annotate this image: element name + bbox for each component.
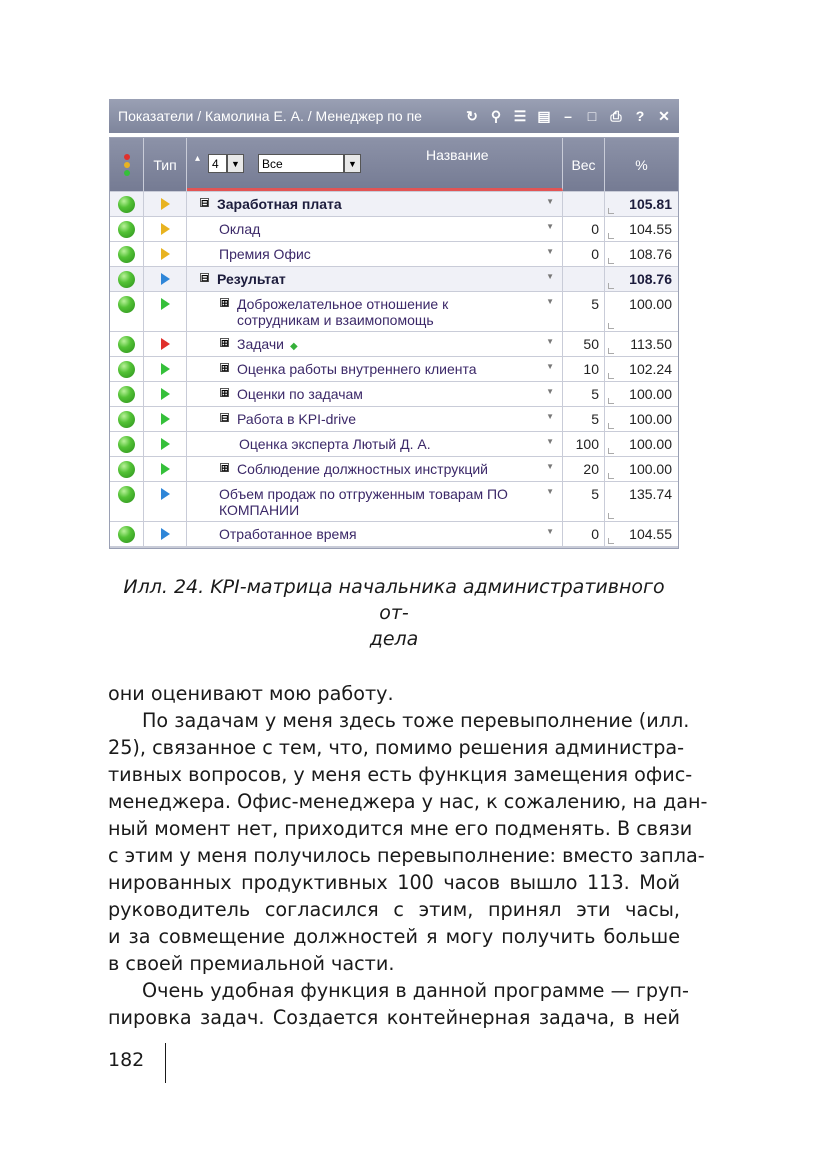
name-cell[interactable] — [187, 217, 563, 242]
status-cell — [110, 292, 144, 332]
type-marker-green-icon — [161, 388, 170, 400]
row-name-text: Оценки по задачам — [237, 386, 363, 402]
status-cell — [110, 432, 144, 457]
table-row[interactable] — [110, 432, 678, 457]
kpi-matrix-window — [109, 99, 679, 549]
paragraph-line: в своей премиальной части. — [108, 952, 395, 975]
close-icon[interactable]: ✕ — [658, 107, 670, 124]
status-cell — [110, 382, 144, 407]
row-name — [219, 246, 534, 262]
minimize-icon[interactable]: – — [564, 108, 572, 124]
type-marker-blue-icon — [161, 488, 170, 500]
row-name — [237, 296, 534, 328]
type-cell — [144, 457, 187, 482]
name-header-label: Название — [426, 147, 489, 163]
name-cell[interactable] — [187, 482, 563, 522]
type-cell — [144, 382, 187, 407]
row-dropdown-icon[interactable]: ▼ — [546, 272, 554, 281]
weight-cell[interactable]: 5 — [563, 292, 605, 332]
row-name-text: Премия Офис — [219, 246, 311, 262]
note-corner-icon — [608, 348, 614, 354]
status-cell — [110, 242, 144, 267]
weight-cell[interactable]: 5 — [563, 482, 605, 522]
paragraph-line: с этим у меня получилось перевыполнение: вместо запла- — [108, 844, 705, 867]
refresh-icon[interactable]: ↻ — [466, 107, 478, 124]
collapse-icon[interactable]: ⊟ — [201, 198, 209, 208]
status-green-icon — [118, 386, 135, 403]
paragraph-line: они оценивают мою работу. — [108, 682, 394, 705]
percent-cell[interactable] — [605, 267, 678, 292]
name-cell[interactable] — [187, 267, 563, 292]
type-cell — [144, 292, 187, 332]
help-icon[interactable]: ? — [635, 108, 645, 124]
status-green-icon — [118, 196, 135, 213]
percent-value: 100.00 — [629, 461, 672, 477]
percent-cell[interactable] — [605, 432, 678, 457]
note-corner-icon — [608, 323, 614, 329]
note-corner-icon — [608, 513, 614, 519]
percent-cell[interactable] — [605, 192, 678, 217]
row-dropdown-icon[interactable]: ▼ — [546, 222, 554, 231]
row-dropdown-icon[interactable]: ▼ — [546, 247, 554, 256]
expand-icon[interactable]: ⊞ — [221, 298, 229, 308]
name-cell[interactable] — [187, 522, 563, 547]
table-row[interactable] — [110, 267, 678, 292]
row-name — [237, 336, 534, 355]
weight-cell[interactable]: 10 — [563, 357, 605, 382]
paragraph-line: нированных продуктивных 100 часов вышло 113. Мой — [108, 871, 680, 894]
type-marker-yellow-icon — [161, 248, 170, 260]
export-icon[interactable]: ▤ — [537, 107, 551, 124]
percent-cell[interactable] — [605, 242, 678, 267]
note-corner-icon — [608, 233, 614, 239]
name-cell[interactable] — [187, 432, 563, 457]
type-cell — [144, 332, 187, 357]
row-dropdown-icon[interactable]: ▼ — [546, 297, 554, 306]
chevron-down-icon[interactable]: ▼ — [227, 154, 244, 173]
row-name — [219, 221, 534, 237]
note-corner-icon — [608, 538, 614, 544]
weight-cell[interactable]: 0 — [563, 242, 605, 267]
status-cell — [110, 457, 144, 482]
percent-cell[interactable] — [605, 357, 678, 382]
note-corner-icon — [608, 373, 614, 379]
table-row[interactable] — [110, 482, 678, 522]
type-marker-yellow-icon — [161, 223, 170, 235]
type-cell — [144, 407, 187, 432]
row-name — [237, 386, 534, 402]
table-row[interactable] — [110, 332, 678, 357]
percent-cell[interactable] — [605, 482, 678, 522]
sort-asc-icon[interactable]: ▴ — [195, 153, 201, 164]
row-name-text: Задачи — [237, 336, 285, 352]
note-corner-icon — [608, 423, 614, 429]
status-cell — [110, 357, 144, 382]
traffic-light-icon — [124, 154, 130, 176]
table-row[interactable] — [110, 407, 678, 432]
name-cell[interactable] — [187, 457, 563, 482]
weight-cell[interactable]: 20 — [563, 457, 605, 482]
row-dropdown-icon[interactable]: ▼ — [546, 362, 554, 371]
filter-select[interactable] — [258, 154, 361, 173]
row-dropdown-icon[interactable]: ▼ — [546, 437, 554, 446]
name-cell[interactable] — [187, 407, 563, 432]
restore-icon[interactable]: □ — [587, 108, 597, 124]
row-dropdown-icon[interactable]: ▼ — [546, 412, 554, 421]
status-cell — [110, 217, 144, 242]
paragraph-line: По задачам у меня здесь тоже перевыполнение (илл. — [142, 709, 690, 732]
status-green-icon — [118, 526, 135, 543]
percent-value: 105.81 — [629, 196, 672, 212]
status-cell — [110, 267, 144, 292]
row-name — [219, 526, 534, 542]
name-column-header[interactable] — [187, 138, 563, 191]
type-marker-green-icon — [161, 413, 170, 425]
row-name-text: Доброжелательное отношение к сотрудникам и взаимопомощь — [237, 296, 449, 328]
row-dropdown-icon[interactable]: ▼ — [546, 527, 554, 536]
page-number-rule — [165, 1043, 166, 1083]
list-icon[interactable]: ☰ — [513, 107, 527, 124]
weight-cell[interactable]: 0 — [563, 217, 605, 242]
note-corner-icon — [608, 448, 614, 454]
row-name — [219, 486, 534, 518]
row-name — [217, 196, 534, 212]
status-green-icon — [118, 486, 135, 503]
paragraph-line: руководитель согласился с этим, принял эти часы, — [108, 898, 680, 921]
percent-column-header[interactable]: % — [635, 156, 648, 173]
paragraph-line: менеджера. Офис-менеджера у нас, к сожалению, на дан- — [108, 790, 708, 813]
caption-line: Илл. 24. KPI-матрица начальника административного от- — [123, 576, 665, 624]
percent-value: 100.00 — [629, 386, 672, 402]
collapse-icon[interactable]: ⊟ — [221, 413, 229, 423]
percent-value: 104.55 — [629, 526, 672, 542]
type-cell — [144, 217, 187, 242]
row-name-text: Отработанное время — [219, 526, 357, 542]
percent-value: 108.76 — [629, 246, 672, 262]
weight-cell[interactable]: 50 — [563, 332, 605, 357]
grid-header — [110, 138, 678, 191]
type-marker-blue-icon — [161, 528, 170, 540]
percent-value: 102.24 — [629, 361, 672, 377]
note-corner-icon — [608, 258, 614, 264]
diamond-icon: ◆ — [290, 341, 298, 352]
type-marker-green-icon — [161, 463, 170, 475]
expand-icon[interactable]: ⊞ — [221, 388, 229, 398]
row-dropdown-icon[interactable]: ▼ — [546, 462, 554, 471]
percent-value: 100.00 — [629, 296, 672, 312]
expand-icon[interactable]: ⊞ — [221, 338, 229, 348]
type-marker-green-icon — [161, 438, 170, 450]
type-marker-blue-icon — [161, 273, 170, 285]
weight-cell[interactable]: 100 — [563, 432, 605, 457]
type-cell — [144, 522, 187, 547]
status-column-header[interactable] — [110, 138, 144, 191]
search-icon[interactable]: ⚲ — [490, 107, 502, 124]
row-name — [237, 461, 534, 477]
chevron-down-icon[interactable]: ▼ — [344, 154, 361, 173]
weight-cell[interactable]: 0 — [563, 522, 605, 547]
status-cell — [110, 192, 144, 217]
name-cell[interactable] — [187, 292, 563, 332]
level-value: 4 — [208, 154, 227, 173]
type-marker-green-icon — [161, 298, 170, 310]
table-row[interactable] — [110, 357, 678, 382]
row-dropdown-icon[interactable]: ▼ — [546, 337, 554, 346]
table-row[interactable] — [110, 382, 678, 407]
window-title: Показатели / Камолина Е. А. / Менеджер по пе — [118, 108, 422, 124]
table-row[interactable] — [110, 192, 678, 217]
percent-cell[interactable] — [605, 457, 678, 482]
figure-caption — [108, 574, 680, 652]
row-name-text: Оценка работы внутреннего клиента — [237, 361, 477, 377]
percent-value: 100.00 — [629, 411, 672, 427]
window-titlebar — [109, 99, 679, 133]
percent-cell[interactable] — [605, 217, 678, 242]
status-green-icon — [118, 411, 135, 428]
row-name — [239, 436, 534, 452]
body-text — [108, 680, 708, 1031]
row-name — [237, 411, 534, 427]
row-name-text: Результат — [217, 271, 286, 287]
status-green-icon — [118, 271, 135, 288]
type-marker-yellow-icon — [161, 198, 170, 210]
expand-icon[interactable]: ⊞ — [221, 363, 229, 373]
status-cell — [110, 407, 144, 432]
level-select[interactable] — [208, 154, 244, 173]
paragraph-line: и за совмещение должностей я могу получить больше — [108, 925, 680, 948]
print-icon[interactable]: ⎙ — [610, 107, 622, 124]
percent-value: 108.76 — [629, 271, 672, 287]
weight-cell[interactable]: 5 — [563, 407, 605, 432]
type-column-header[interactable]: Тип — [144, 138, 187, 191]
type-marker-green-icon — [161, 363, 170, 375]
caption-line: дела — [369, 628, 419, 650]
status-green-icon — [118, 436, 135, 453]
type-cell — [144, 267, 187, 292]
row-name-text: Заработная плата — [217, 196, 342, 212]
weight-cell[interactable] — [563, 192, 605, 217]
percent-value: 135.74 — [629, 486, 672, 502]
paragraph-line: ный момент нет, приходится мне его подменять. В связи — [108, 817, 693, 840]
filter-value: Все — [258, 154, 344, 173]
type-marker-red-icon — [161, 338, 170, 350]
percent-cell[interactable] — [605, 382, 678, 407]
row-name — [217, 271, 534, 287]
row-name-text: Оценка эксперта Лютый Д. А. — [239, 436, 431, 452]
status-cell — [110, 332, 144, 357]
type-cell — [144, 242, 187, 267]
table-row[interactable] — [110, 522, 678, 547]
note-corner-icon — [608, 398, 614, 404]
name-cell[interactable] — [187, 192, 563, 217]
name-cell[interactable] — [187, 357, 563, 382]
type-cell — [144, 432, 187, 457]
expand-icon[interactable]: ⊞ — [221, 463, 229, 473]
status-cell — [110, 482, 144, 522]
row-name-text: Соблюдение должностных инструкций — [237, 461, 489, 477]
row-dropdown-icon[interactable]: ▼ — [546, 387, 554, 396]
paragraph-line: 25), связанное с тем, что, помимо решения администра- — [108, 736, 685, 759]
percent-cell[interactable] — [605, 292, 678, 332]
name-cell[interactable] — [187, 242, 563, 267]
window-toolbar — [460, 105, 676, 127]
table-row[interactable] — [110, 292, 678, 332]
paragraph-line: Очень удобная функция в данной программе — груп- — [142, 979, 689, 1002]
status-green-icon — [118, 336, 135, 353]
paragraph-line: пировка задач. Создается контейнерная задача, в ней — [108, 1006, 680, 1029]
row-name-text: Оклад — [219, 221, 261, 237]
percent-cell[interactable] — [605, 332, 678, 357]
table-row[interactable] — [110, 242, 678, 267]
percent-value: 104.55 — [629, 221, 672, 237]
type-cell — [144, 357, 187, 382]
row-name-text: Работа в KPI-drive — [237, 411, 356, 427]
percent-value: 113.50 — [630, 336, 672, 352]
note-corner-icon — [608, 283, 614, 289]
kpi-grid — [109, 137, 679, 549]
status-green-icon — [118, 296, 135, 313]
note-corner-icon — [608, 208, 614, 214]
name-cell[interactable] — [187, 332, 563, 357]
name-cell[interactable] — [187, 382, 563, 407]
row-name — [237, 361, 534, 377]
status-green-icon — [118, 361, 135, 378]
status-green-icon — [118, 221, 135, 238]
page-number: 182 — [108, 1049, 145, 1071]
table-row[interactable] — [110, 217, 678, 242]
note-corner-icon — [608, 473, 614, 479]
weight-cell[interactable]: 5 — [563, 382, 605, 407]
row-name-text: Объем продаж по отгруженным товарам ПО КОМПАНИИ — [219, 486, 508, 518]
status-green-icon — [118, 246, 135, 263]
weight-column-header[interactable]: Вес — [563, 138, 605, 191]
status-cell — [110, 522, 144, 547]
type-cell — [144, 192, 187, 217]
type-cell — [144, 482, 187, 522]
percent-value: 100.00 — [629, 436, 672, 452]
paragraph-line: тивных вопросов, у меня есть функция замещения офис- — [108, 763, 693, 786]
table-row[interactable] — [110, 457, 678, 482]
percent-cell[interactable] — [605, 407, 678, 432]
row-dropdown-icon[interactable]: ▼ — [546, 487, 554, 496]
weight-cell[interactable] — [563, 267, 605, 292]
percent-cell[interactable] — [605, 522, 678, 547]
status-green-icon — [118, 461, 135, 478]
collapse-icon[interactable]: ⊟ — [201, 273, 209, 283]
row-dropdown-icon[interactable]: ▼ — [546, 197, 554, 206]
